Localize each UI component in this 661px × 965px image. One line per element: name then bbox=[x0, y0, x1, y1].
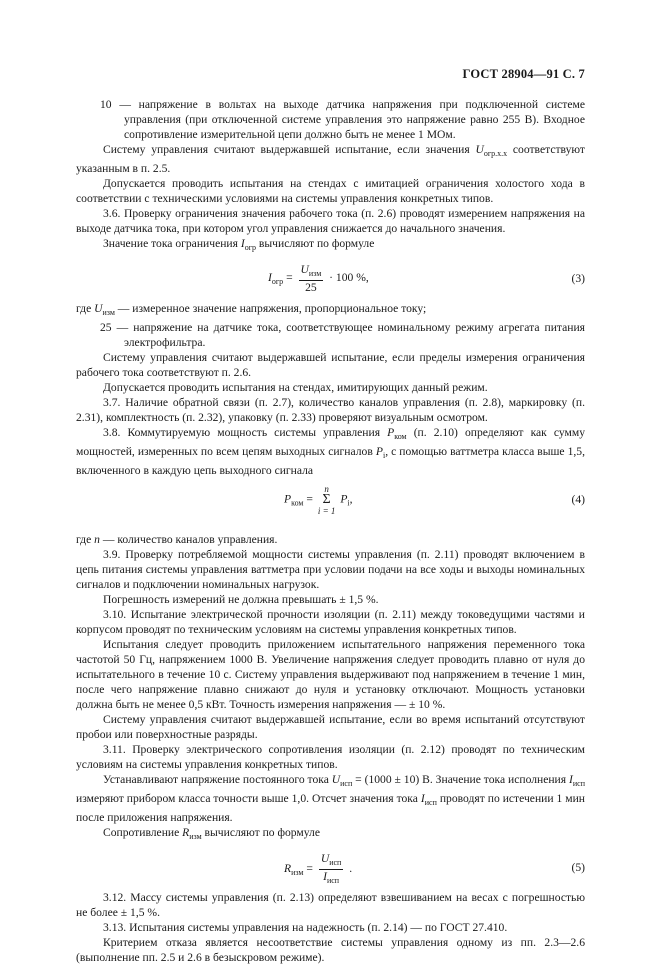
symbol: n bbox=[94, 533, 100, 546]
paragraph-definition-25: 25 — напряжение на датчике тока, соответствующее номинальному режиму агрегата питания электрофильтра. bbox=[100, 321, 585, 349]
summation bbox=[318, 484, 336, 516]
text-run: Значение тока ограничения bbox=[103, 237, 241, 250]
fraction bbox=[319, 852, 344, 887]
symbol: R bbox=[182, 826, 190, 839]
fraction-denominator: 25 bbox=[305, 281, 317, 294]
paragraph-definition-10: 10 — напряжение в вольтах на выходе датчика напряжения при подключенной системе управления (при отключенной системе управления это напряжение равно 255 В). Входное сопротивление измерительной цепи должно быть не менее 1 МОм. bbox=[100, 98, 585, 141]
formula-4-expression bbox=[284, 484, 353, 516]
formula-subscript: изм bbox=[291, 868, 304, 878]
text-run: (п. 2.10) определяют как сумму мощностей, измеренных по всем цепям выходных сигналов bbox=[76, 426, 585, 458]
formula-symbol: U bbox=[320, 852, 330, 865]
paragraph-test-procedure: Испытания следует проводить приложением испытательного напряжения переменного тока частотой 50 Гц, напряжением 1000 В. Увеличение напряжения следует проводить плавно от нуля до испытательного в течение 10 с. Систему управления выдерживают под напряжением в течение 1 мин, после чего напряжение плавно снижают до нуля и установку отключают. Мощность установки должна быть не менее 0,5 кВт. Точность измерения напряжения — ± 10 %. bbox=[76, 638, 585, 711]
paragraph-3-7: 3.7. Наличие обратной связи (п. 2.7), количество каналов управления (п. 2.8), маркировку (п. 2.31), комплектность (п. 2.32), упаковку (п. 2.33) проверяют визуальным осмотром. bbox=[76, 396, 585, 424]
paragraph-acceptance-insulation: Систему управления считают выдержавшей испытание, если во время испытаний отсутствуют пробои или поверхностные разряды. bbox=[76, 713, 585, 741]
fraction-numerator bbox=[319, 852, 344, 870]
text-run: = (1000 ± 10) В. Значение тока исполнения bbox=[352, 773, 569, 786]
formula-tail: · 100 %, bbox=[329, 271, 369, 285]
paragraph-failure-criterion: Критерием отказа является несоответствие системы управления одному из пп. 2.3—2.6 (выполнение пп. 2.5 и 2.6 в безыскровом режиме). bbox=[76, 936, 585, 964]
subscript: огр bbox=[244, 243, 257, 252]
paragraph-formula-intro-5 bbox=[76, 825, 585, 844]
formula-subscript: исп bbox=[326, 876, 340, 885]
formula-number: (3) bbox=[571, 272, 585, 285]
text-run: измеряют прибором класса точности выше 1,0. Отсчет значения тока bbox=[76, 792, 421, 805]
subscript: i bbox=[382, 451, 386, 460]
subscript: исп bbox=[424, 798, 437, 807]
formula-subscript: ком bbox=[291, 498, 304, 508]
subscript: изм bbox=[102, 308, 115, 317]
text-run: соответствуют указанным в п. 2.5. bbox=[76, 143, 585, 175]
text-run: Систему управления считают выдержавшей испытание, если значения bbox=[103, 143, 476, 156]
paragraph-3-9: 3.9. Проверку потребляемой мощности системы управления (п. 2.11) проводят включением в цепь питания системы управления ваттметра при условии подачи на все ходы и выходы номинальных сигналов и подключении номинальных нагрузок. bbox=[76, 548, 585, 591]
subscript: ком bbox=[394, 432, 407, 441]
fraction-numerator bbox=[299, 263, 324, 281]
symbol: P bbox=[375, 445, 383, 458]
sum-sign: Σ bbox=[322, 492, 331, 507]
text-run: Устанавливают напряжение постоянного тока bbox=[103, 773, 332, 786]
equals-sign: = bbox=[306, 862, 316, 876]
symbol: I bbox=[240, 237, 245, 250]
formula-3-expression bbox=[268, 263, 369, 294]
paragraph-where-n bbox=[76, 532, 585, 547]
paragraph-3-11: 3.11. Проверку электрического сопротивления изоляции (п. 2.12) проводят по техническим условиям на системы управления конкретных типов. bbox=[76, 743, 585, 771]
paragraph-acceptance-current: Систему управления считают выдержавшей испытание, если пределы измерения ограничения рабочего тока соответствуют п. 2.6. bbox=[76, 351, 585, 379]
formula-symbol: I bbox=[268, 271, 272, 285]
text-run: где bbox=[76, 533, 95, 546]
formula-symbol: R bbox=[284, 862, 292, 876]
text-run: 3.8. Коммутируемую мощность системы управления bbox=[103, 426, 388, 439]
paragraph-acceptance-idle bbox=[76, 142, 585, 176]
paragraph-3-13: 3.13. Испытания системы управления на надежность (п. 2.14) — по ГОСТ 27.410. bbox=[103, 921, 508, 934]
formula-symbol: P bbox=[284, 492, 292, 506]
formula-subscript: огр bbox=[271, 277, 284, 287]
paragraph-3-12: 3.12. Массу системы управления (п. 2.13) определяют взвешиванием на весах с погрешностью не более ± 1,5 %. bbox=[76, 891, 585, 919]
formula-4 bbox=[76, 482, 585, 528]
formula-subscript: i bbox=[347, 498, 350, 508]
paragraph-formula-intro-3 bbox=[76, 236, 585, 255]
fraction-denominator bbox=[319, 870, 344, 887]
formula-number: (5) bbox=[571, 861, 585, 874]
symbol: U bbox=[94, 302, 103, 315]
fraction bbox=[299, 263, 324, 294]
text-run: вычисляют по формуле bbox=[256, 237, 375, 250]
sum-lower-limit: i = 1 bbox=[317, 506, 336, 516]
text-run: — количество каналов управления. bbox=[99, 533, 278, 546]
paragraph-3-8 bbox=[76, 425, 585, 478]
symbol: I bbox=[569, 773, 573, 786]
symbol: U bbox=[475, 143, 484, 156]
text-run: — измеренное значение напряжения, пропорциональное току; bbox=[114, 302, 427, 315]
paragraph-3-6: 3.6. Проверку ограничения значения рабочего тока (п. 2.6) проводят измерением напряжения на выходе датчика тока, при котором угол управления снижается до начального значения. bbox=[76, 207, 585, 235]
equals-sign: = bbox=[286, 271, 296, 285]
formula-subscript: изм bbox=[308, 269, 322, 278]
formula-symbol: I bbox=[323, 870, 327, 883]
paragraph-stand-idle: Допускается проводить испытания на стендах с имитацией ограничения холостого хода в соответствии с техническими условиями на системы управления конкретных типов. bbox=[76, 177, 585, 205]
subscript: исп bbox=[572, 779, 585, 788]
subscript: изм bbox=[189, 832, 202, 841]
page-header: ГОСТ 28904—91 С. 7 bbox=[462, 67, 585, 81]
paragraph-dc-voltage bbox=[76, 772, 585, 825]
equals-sign: = bbox=[306, 492, 316, 506]
formula-subscript: исп bbox=[329, 858, 342, 867]
subscript: огр.х.х bbox=[483, 149, 508, 158]
formula-number: (4) bbox=[571, 493, 585, 506]
formula-5-expression bbox=[284, 852, 352, 887]
text-run: Сопротивление bbox=[103, 826, 183, 839]
formula-comma: , bbox=[349, 492, 353, 506]
symbol: P bbox=[387, 426, 395, 439]
symbol: I bbox=[420, 792, 425, 805]
paragraph-stand-current: Допускается проводить испытания на стендах, имитирующих данный режим. bbox=[103, 381, 488, 394]
text-run: проводят по истечении 1 мин после приложения напряжения. bbox=[76, 792, 586, 824]
symbol: U bbox=[331, 773, 341, 786]
text-run: , с помощью ваттметра класса выше 1,5, включенного в каждую цепь выходного сигнала bbox=[76, 445, 586, 477]
formula-symbol: U bbox=[300, 263, 309, 276]
text-run: где bbox=[76, 302, 95, 315]
text-run: вычисляют по формуле bbox=[201, 826, 320, 839]
paragraph-where-u bbox=[76, 301, 585, 320]
document-body bbox=[76, 97, 585, 965]
formula-symbol: P bbox=[340, 492, 348, 506]
formula-3 bbox=[76, 259, 585, 297]
formula-5 bbox=[76, 848, 585, 886]
formula-tail: . bbox=[349, 862, 353, 876]
paragraph-error-limit: Погрешность измерений не должна превышать ± 1,5 %. bbox=[103, 593, 379, 606]
subscript: исп bbox=[340, 779, 353, 788]
paragraph-3-10: 3.10. Испытание электрической прочности изоляции (п. 2.11) между токоведущими частями и корпусом проводят по техническим условиям на системы управления конкретных типов. bbox=[76, 608, 585, 636]
sum-upper-limit: n bbox=[324, 484, 329, 494]
